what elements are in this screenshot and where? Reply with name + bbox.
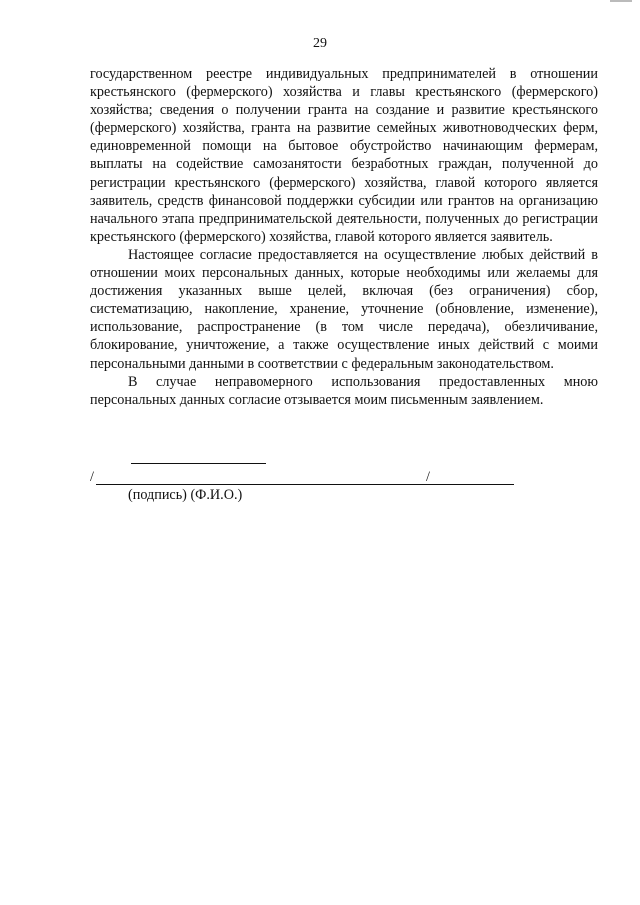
- paragraph-revocation: В случае неправомерного использования предоставленных мною персональных данных согласие отзывается моим письменным заявлением.: [90, 373, 598, 408]
- signature-caption: (подпись) (Ф.И.О.): [128, 487, 243, 503]
- date-line: [131, 463, 266, 464]
- paragraph-continuation: государственном реестре индивидуальных предпринимателей в отношении крестьянского (фермерского) хозяйства и главы крестьянского (фермерского) хозяйства; сведения о получении гранта на создание и развитие крестьянского (фермерского) хозяйства, гранта на развитие семейных животноводческих ферм, единовременной помощи на бытовое обустройство начинающим фермерам, выплаты на содействие самозанятости безработных граждан, полученной до регистрации крестьянского (фермерского) хозяйства, главой которого является заявитель, средств финансовой поддержки субсидии или грантов на организацию начального этапа предпринимательской деятельности, полученных до регистрации крестьянского (фермерского) хозяйства, главой которого является заявитель.: [90, 66, 598, 245]
- scan-corner-mark: [610, 0, 632, 2]
- signature-slash-right: /: [426, 469, 430, 485]
- signature-slash-left: /: [90, 469, 94, 485]
- page-number: 29: [313, 36, 327, 51]
- signature-row: [90, 468, 440, 486]
- signature-line: [96, 484, 514, 485]
- document-body: [90, 65, 598, 409]
- paragraph-consent-scope: Настоящее согласие предоставляется на осуществление любых действий в отношении моих персональных данных, которые необходимы или желаемы для достижения указанных выше целей, включая (без ограничения) сбор, систематизацию, накопление, хранение, уточнение (обновление, изменение), использование, распространение (в том числе передача), обезличивание, блокирование, уничтожение, а также осуществление иных действий с моими персональными данными в соответствии с федеральным законодательством.: [90, 246, 598, 372]
